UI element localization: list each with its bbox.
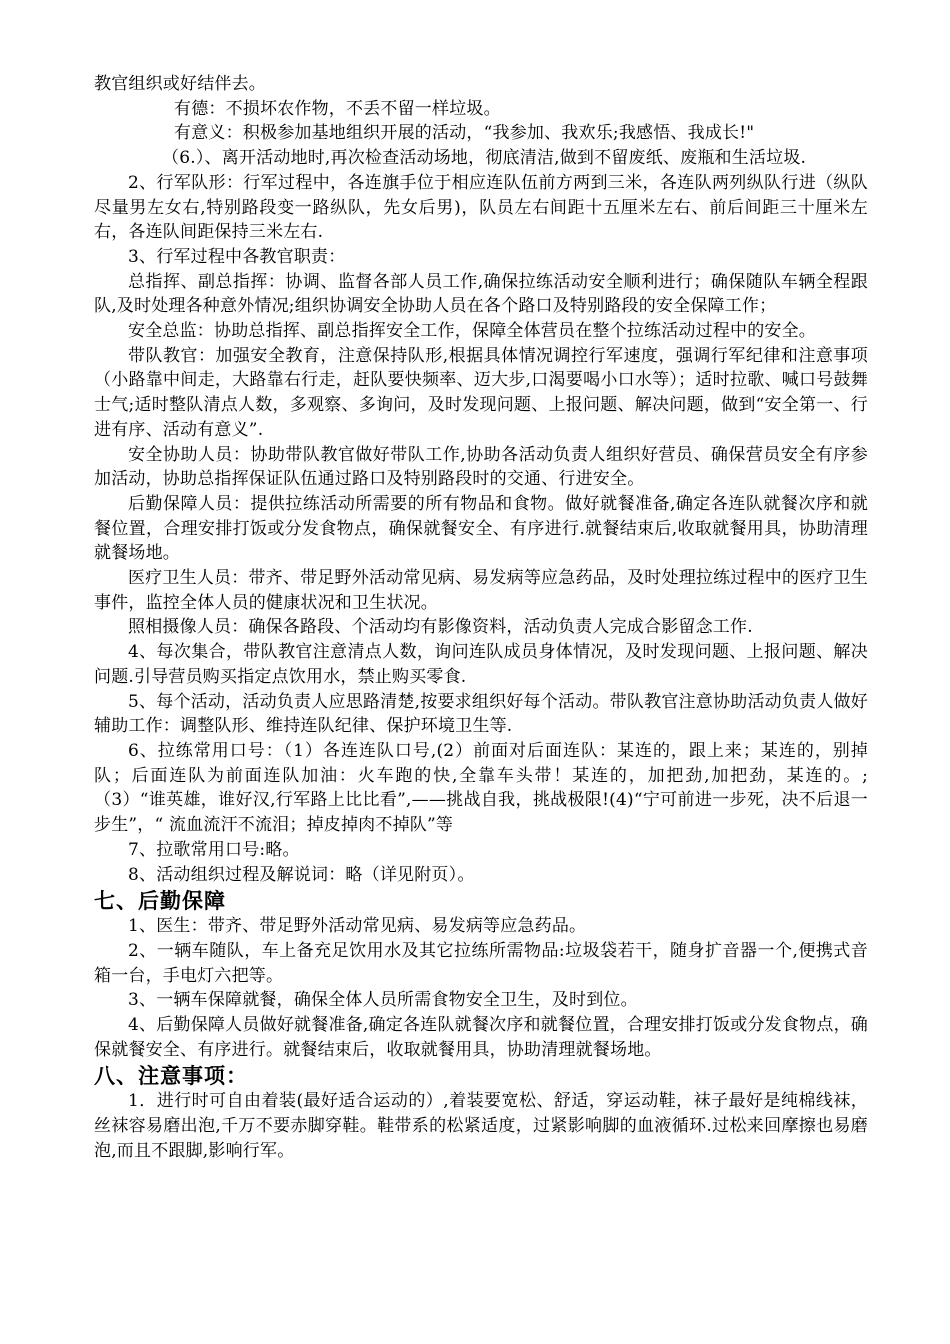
paragraph-youde: 有德：不损坏农作物，不丢不留一样垃圾。 [174,98,501,119]
document-page [94,72,868,1164]
paragraph-song-slogans: 7、拉歌常用口号:略。 [128,839,300,860]
paragraph-slogans: 6、拉练常用口号：（1）各连连队口号,(2）前面对后面连队：某连的，跟上来；某连的，别掉队；后面连队为前面连队加油：火车跑的快,全靠车头带！某连的，加把劲,加把劲，某连的。;（3）“谁英雄，谁好汉,行军路上比比看”,——挑战自我，挑战极限!(4)“宁可前进一步死，决不后退一步生”，“ 流血流汗不流泪；掉皮掉肉不掉队”等 [94,740,868,836]
paragraph-continuation: 教官组织或好结伴去。 [94,74,266,94]
paragraph-precautions-1: 1．进行时可自由着装(最好适合运动的）,着装要宽松、舒适，穿运动鞋，袜子最好是纯棉线袜，丝袜容易磨出泡,千万不要赤脚穿鞋。鞋带系的松紧适度，过紧影响脚的血液循环.过松来回摩擦也易磨泡,而且不跟脚,影响行军。 [94,1091,868,1161]
paragraph-march-formation: 2、行军队形：行军过程中，各连旗手位于相应连队伍前方两到三米，各连队两列纵队行进（纵队尽量男左女右,特别路段变一路纵队，先女后男)，队员左右间距十五厘米左右、前后间距三十厘米左右，各连队间距保持三米左右. [94,172,868,243]
paragraph-safety-director: 安全总监：协助总指挥、副总指挥安全工作，保障全体营员在整个拉练活动过程中的安全。 [128,321,816,342]
paragraph-photographer: 照相摄像人员：确保各路段、个活动均有影像资料，活动负责人完成合影留念工作. [128,617,753,638]
paragraph-youyiyi: 有意义：积极参加基地组织开展的活动，“我参加、我欢乐;我感悟、我成长!" [174,123,755,144]
section-heading-logistics: 七、后勤保障 [94,888,226,914]
paragraph-instructor-duties-title: 3、行军过程中各教官职责： [128,246,346,267]
paragraph-assembly: 4、每次集合，带队教官注意清点人数，询问连队成员身体情况，及时发现问题、上报问题、解决问题.引导营员购买指定点饮用水，禁止购买零食. [94,642,868,687]
paragraph-logistics-1: 1、医生：带齐、带足野外活动常见病、易发病等应急药品。 [128,916,587,937]
section-heading-precautions: 八、注意事项： [94,1063,248,1089]
paragraph-logistics-3: 3、一辆车保障就餐，确保全体人员所需食物安全卫生，及时到位。 [128,990,638,1011]
paragraph-safety-assistant: 安全协助人员：协助带队教官做好带队工作,协助各活动负责人组织好营员、确保营员安全有序参加活动，协助总指挥保证队伍通过路口及特别路段时的交通、行进安全。 [94,444,868,490]
paragraph-logistics-4: 4、后勤保障人员做好就餐准备,确定各连队就餐次序和就餐位置，合理安排打饭或分发食物点，确保就餐安全、有序进行。就餐结束后，收取就餐用具，协助清理就餐场地。 [94,1015,868,1060]
paragraph-leave-site: （6.）、离开活动地时,再次检查活动场地，彻底清洁,做到不留废纸、废瓶和生活垃圾. [162,148,807,169]
paragraph-logistics-staff: 后勤保障人员：提供拉练活动所需要的所有物品和食物。做好就餐准备,确定各连队就餐次序和就餐位置，合理安排打饭或分发食物点，确保就餐安全、有序进行.就餐结束后,收取就餐用具，协助清理就餐场地。 [94,493,868,564]
paragraph-commentary: 8、活动组织过程及解说词：略（详见附页）。 [128,864,475,885]
paragraph-medical-staff: 医疗卫生人员：带齐、带足野外活动常见病、易发病等应急药品，及时处理拉练过程中的医疗卫生事件，监控全体人员的健康状况和卫生状况。 [94,568,868,613]
paragraph-commander: 总指挥、副总指挥：协调、监督各部人员工作,确保拉练活动安全顺利进行；确保随队车辆全程跟队,及时处理各种意外情况;组织协调安全协助人员在各个路口及特别路段的安全保障工作； [94,271,868,317]
paragraph-team-instructor: 带队教官：加强安全教育，注意保持队形,根据具体情况调控行军速度，强调行军纪律和注意事项（小路靠中间走，大路靠右行走，赶队要快频率、迈大步,口渴要喝小口水等）；适时拉歌、喊口号鼓舞士气;适时整队清点人数，多观察、多询问，及时发现问题、上报问题、解决问题，做到“安全第一、行进有序、活动有意义”. [94,345,868,440]
paragraph-activity: 5、每个活动，活动负责人应思路清楚,按要求组织好每个活动。带队教官注意协助活动负责人做好辅助工作：调整队形、维持连队纪律、保护环境卫生等. [94,691,868,737]
paragraph-logistics-2: 2、一辆车随队，车上备充足饮用水及其它拉练所需物品:垃圾袋若干，随身扩音器一个,便携式音箱一台，手电灯六把等。 [94,940,868,986]
